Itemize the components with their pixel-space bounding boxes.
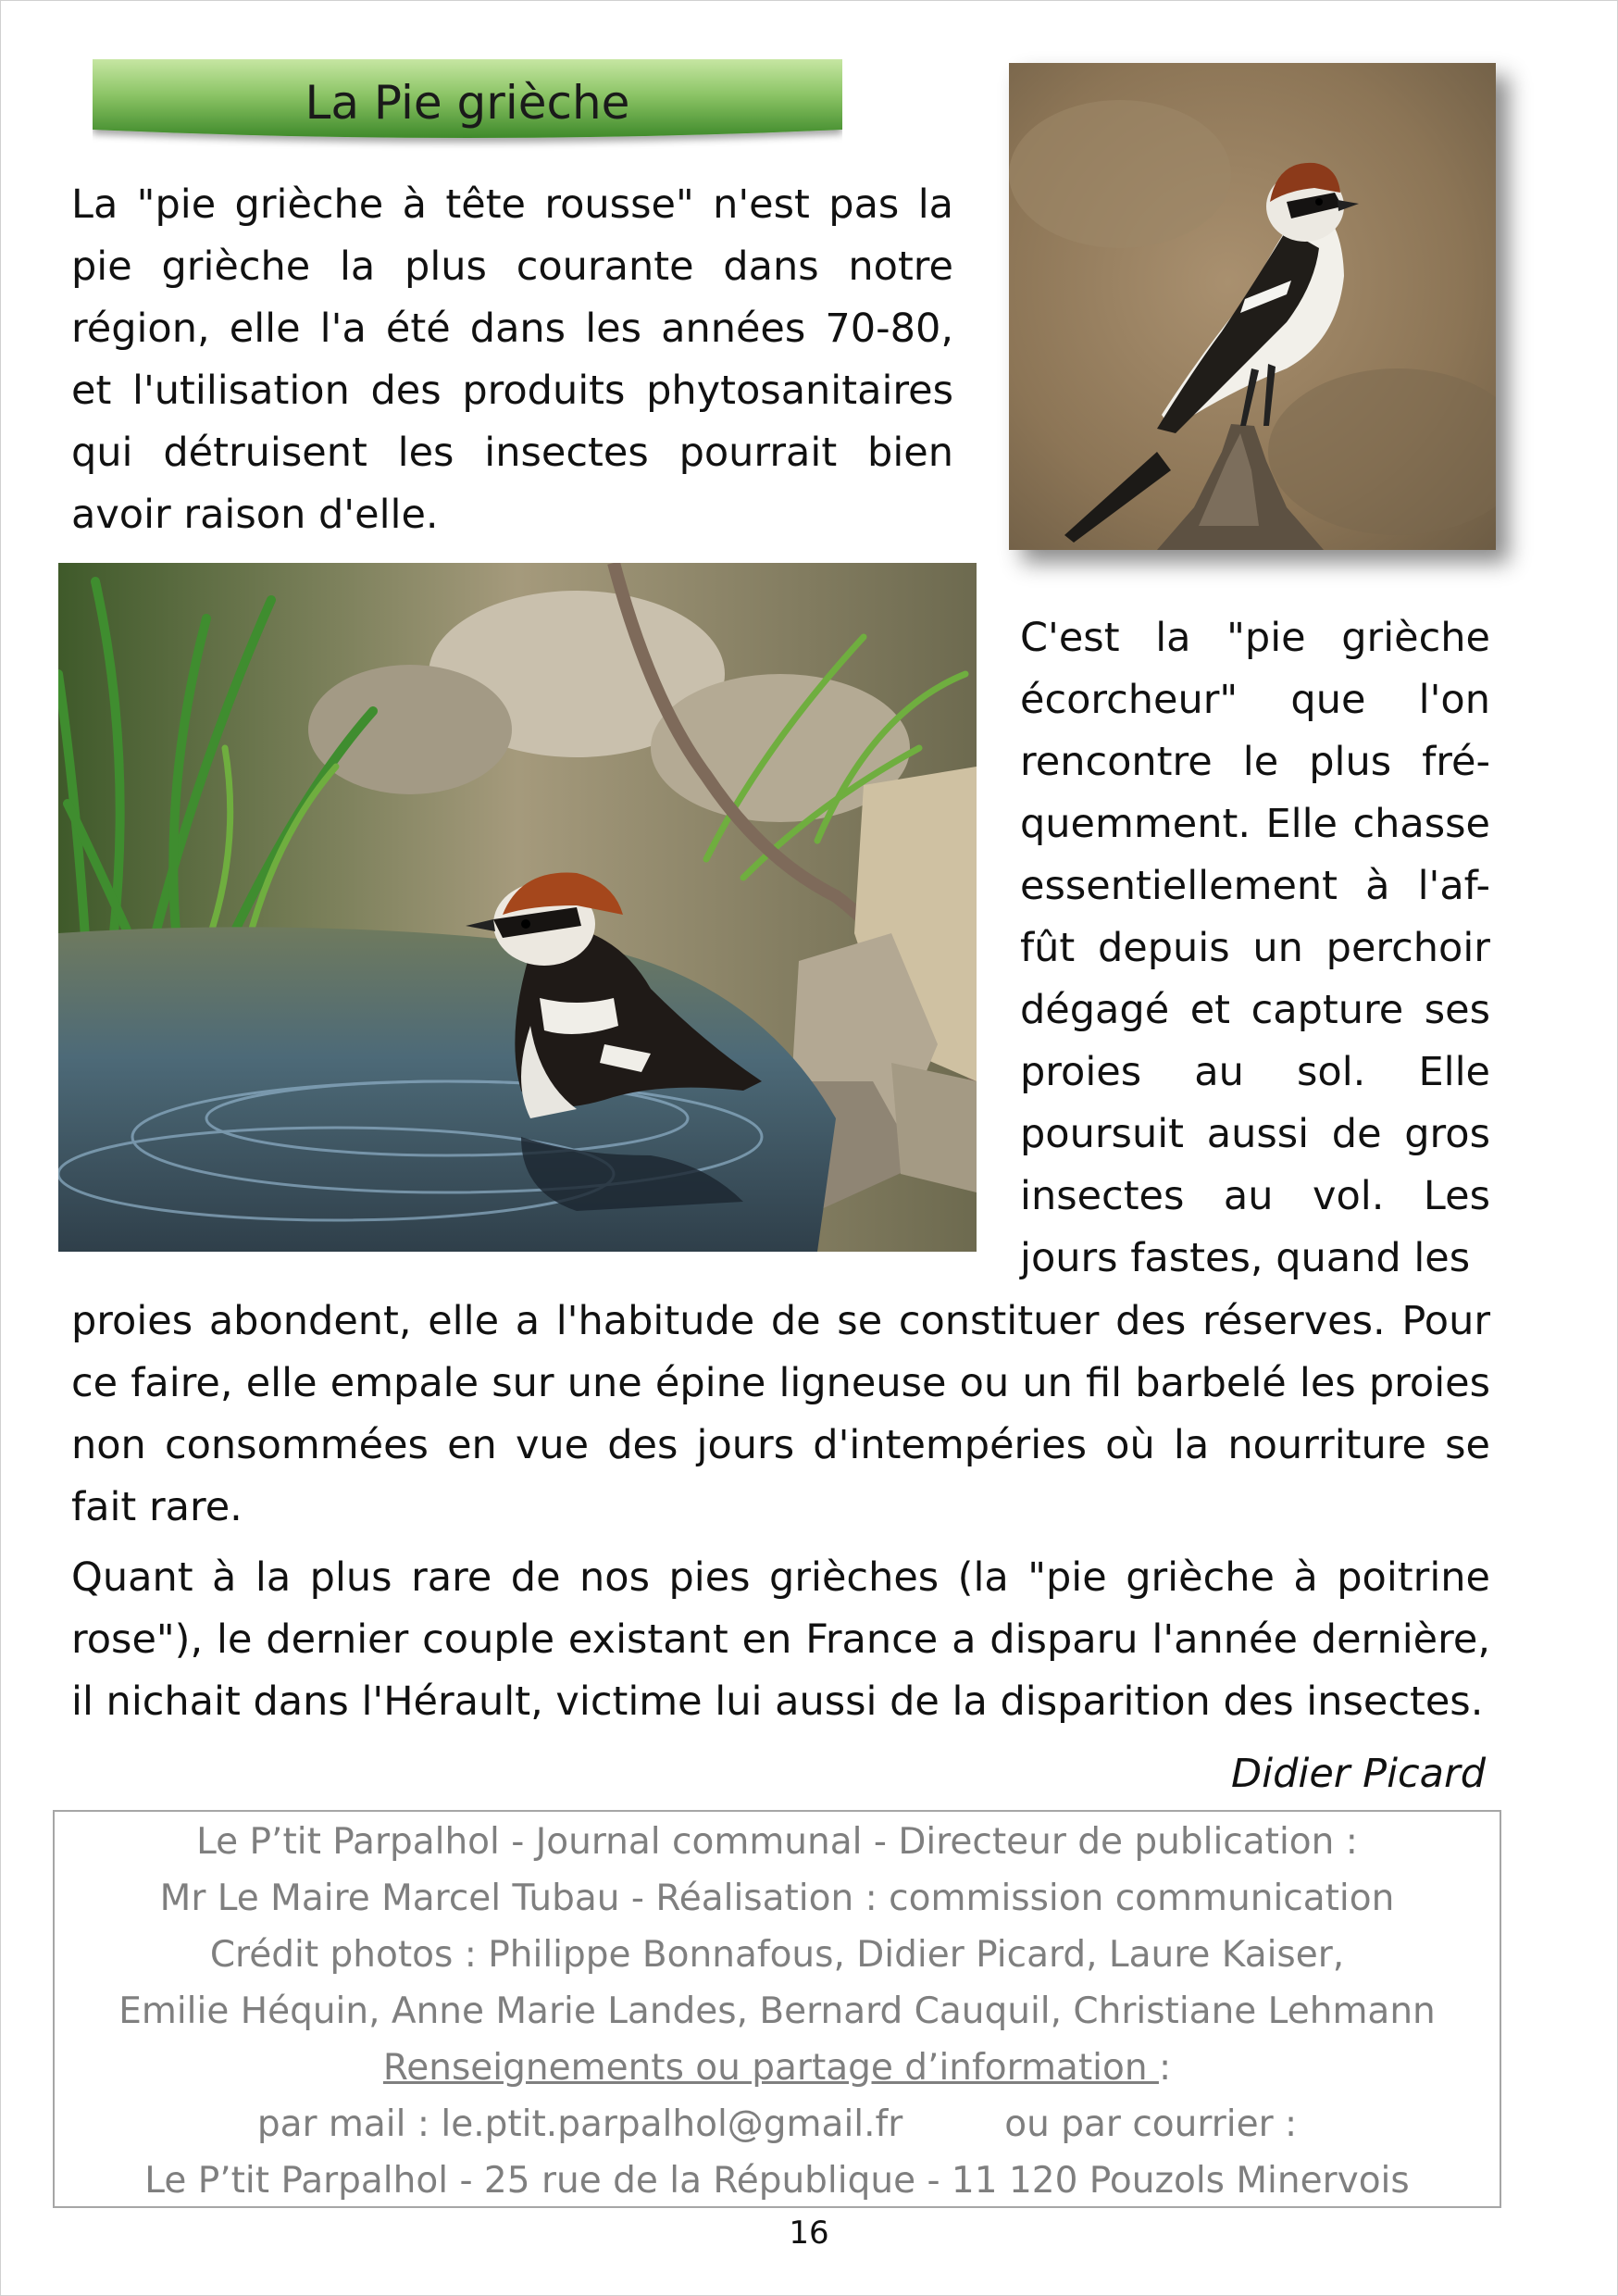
footer-line-photo-credits: Crédit photos : Philippe Bonnafous, Didier Picard, Laure Kaiser, <box>209 1934 1345 1976</box>
paragraph-intro: La "pie grièche à tête rousse" n'est pas la pie grièche la plus courante dans notre région, elle l'a été dans les années 70-80, et l'utilisation des produits phytosanitaires qui détruisent les insectes pourrait bien avoir raison d'elle. <box>71 181 953 538</box>
footer-line-publication: Le P’tit Parpalhol - Journal communal - Directeur de publication : <box>196 1821 1358 1863</box>
footer-line-director: Mr Le Maire Marcel Tubau - Réalisation : commission communication <box>159 1878 1395 1919</box>
footer-line-contact <box>55 2096 1500 2152</box>
title-banner <box>93 59 842 152</box>
page-title: La Pie grièche <box>305 76 630 130</box>
photo-shrike-on-perch <box>1009 63 1496 550</box>
footer-line-info <box>55 2040 1500 2096</box>
contact-courrier: ou par courrier : <box>1004 2103 1298 2145</box>
photo-shrike-bathing <box>58 563 977 1252</box>
contact-email[interactable]: par mail : le.ptit.parpalhol@gmail.fr <box>256 2103 903 2145</box>
page-number: 16 <box>789 2215 829 2252</box>
paragraph-ecorcheur-part2: proies abondent, elle a l'habitude de se constituer des réserves. Pour ce faire, elle empale sur une épine ligneuse ou un fil barbelé les proies non consommées en vue des jours d'intempéries où la nourriture se fait rare. <box>71 1298 1490 1530</box>
paragraph-ecorcheur-part1: C'est la "pie grièche écorcheur" que l'on rencontre le plus fré-quemment. Elle chasse essentiellement à l'af-fût depuis un perchoir dégagé et capture ses proies au sol. Elle poursuit aussi de gros insectes au vol. Les jours fastes, quand les <box>1020 615 1490 1281</box>
footer-credits-box <box>53 1810 1501 2208</box>
info-heading: Renseignements ou partage d’information <box>382 2047 1159 2089</box>
footer-line-photo-credits-cont: Emilie Héquin, Anne Marie Landes, Bernard Cauquil, Christiane Lehmann <box>118 1990 1436 2032</box>
info-colon: : <box>1158 2047 1172 2089</box>
author-signature: Didier Picard <box>1231 1751 1486 1797</box>
paragraph-poitrine-rose: Quant à la plus rare de nos pies grièches (la "pie grièche à poitrine rose"), le dernier couple existant en France a disparu l'année dernière, il nichait dans l'Hérault, victime lui aussi de la disparition des insectes. <box>71 1554 1490 1725</box>
footer-line-address: Le P’tit Parpalhol - 25 rue de la République - 11 120 Pouzols Minervois <box>144 2160 1410 2202</box>
